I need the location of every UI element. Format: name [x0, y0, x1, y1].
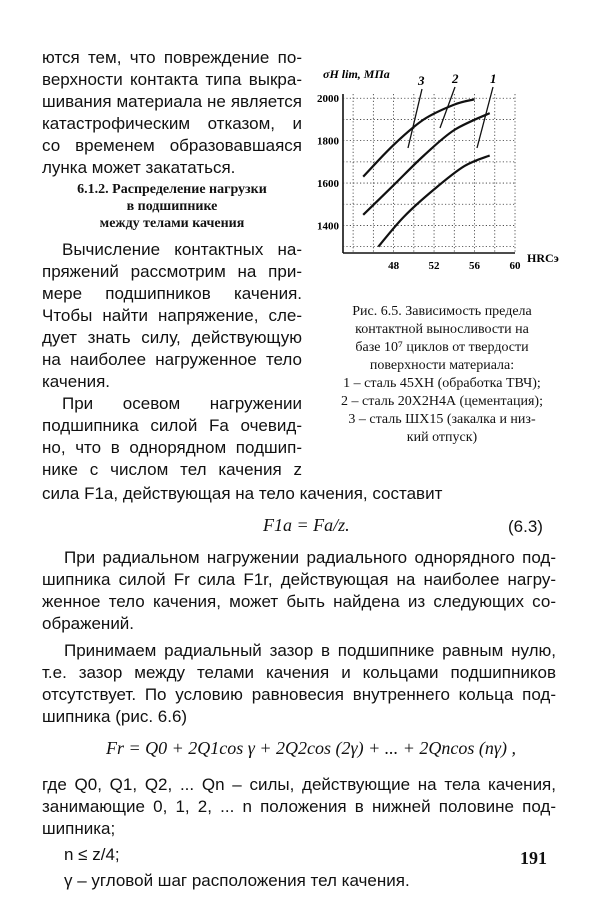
text-line: на наиболее нагруженное тело — [42, 350, 302, 369]
text-line: Чтобы найти напряжение, сле- — [42, 306, 302, 325]
text-line: качения. — [42, 372, 111, 391]
text-line: Вычисление контактных на- — [62, 240, 302, 259]
text-line: где Q0, Q1, Q2, ... Qn – силы, действующие на тела качения, — [42, 775, 556, 794]
text-line: нике с числом тел качения z — [42, 460, 302, 479]
text-line: со временем образовавшаяся — [42, 136, 302, 155]
heading-line: между телами качения — [99, 216, 245, 231]
text-line: шипника (рис. 6.6) — [42, 707, 188, 726]
text-line: шивания материала не является — [42, 92, 302, 111]
x-axis-label: HRCэ — [527, 251, 559, 265]
caption-line: 3 – сталь ШХ15 (закалка и низ- — [348, 412, 536, 427]
curve-label-2: 2 — [452, 71, 459, 86]
caption-line: кий отпуск) — [406, 430, 478, 445]
text-line: подшипника силой Fa очевид- — [42, 416, 302, 435]
condition-line: n ≤ z/4; — [64, 845, 120, 864]
text-line: При радиальном нагружении радиального однорядного под- — [64, 548, 556, 567]
text-line: шипника; — [42, 819, 116, 838]
curve-label-1: 1 — [490, 71, 497, 86]
chart-grid — [343, 94, 515, 253]
y-tick-label: 1600 — [317, 178, 339, 191]
caption-line: базе 10⁷ циклов от твердости — [355, 340, 529, 355]
chart-series — [363, 99, 490, 246]
equation-number: (6.3) — [508, 517, 543, 536]
text-line: При осевом нагружении — [62, 394, 302, 413]
curve-label-3: 3 — [418, 73, 425, 88]
text-line: дует знать силу, действующую — [42, 328, 302, 347]
caption-line: контактной выносливости на — [355, 322, 529, 337]
caption-line: Рис. 6.5. Зависимость предела — [352, 304, 532, 319]
y-axis-label: σH lim, МПа — [323, 67, 390, 81]
text-line: шипника силой Fr сила F1r, действующая на наиболее нагру- — [42, 570, 556, 589]
text-line: лунка может закататься. — [42, 158, 236, 177]
x-tick-label: 52 — [428, 260, 440, 272]
text-line: Принимаем радиальный зазор в подшипнике равным нулю, — [64, 641, 556, 660]
series-line-3 — [363, 99, 474, 176]
x-tick-label: 56 — [469, 260, 481, 272]
text-line: ображений. — [42, 614, 135, 633]
text-line: но, что в однорядном подшип- — [42, 438, 302, 457]
heading-line: в подшипнике — [126, 199, 218, 214]
text-line: женное тело качения, может быть найдена из следующих со- — [42, 592, 556, 611]
y-tick-label: 2000 — [317, 93, 339, 106]
x-tick-label: 48 — [388, 260, 400, 272]
text-line: мере подшипников качения. — [42, 284, 302, 303]
x-tick-label: 60 — [509, 260, 521, 272]
text-line: т.е. зазор между телами качения и кольцами подшипников — [42, 663, 556, 682]
hardness-endurance-chart — [315, 58, 565, 293]
equation-radial-load: Fr = Q0 + 2Q1cos γ + 2Q2cos (2γ) + ... + 2Qncos (nγ) , — [106, 738, 516, 758]
equation-6-3: F1a = Fa/z. — [263, 515, 350, 535]
y-tick-label: 1800 — [317, 135, 339, 148]
definition-line: γ – угловой шаг расположения тел качения. — [64, 871, 410, 890]
text-line: ются тем, что повреждение по- — [42, 48, 302, 67]
text-line: занимающие 0, 1, 2, ... n положения в нижней половине под- — [42, 797, 556, 816]
page-number: 191 — [520, 848, 547, 868]
text-line: сила F1a, действующая на тело качения, составит — [42, 484, 443, 503]
text-line: пряжений рассмотрим на при- — [42, 262, 302, 281]
y-tick-label: 1400 — [317, 220, 339, 233]
caption-line: 2 – сталь 20Х2Н4А (цементация); — [341, 394, 543, 409]
chart-ticks — [317, 93, 521, 272]
heading-line: 6.1.2. Распределение нагрузки — [77, 182, 267, 197]
caption-line: поверхности материала: — [369, 358, 515, 373]
leader-line-2 — [440, 87, 455, 128]
text-line: катастрофическим отказом, и — [42, 114, 302, 133]
caption-line: 1 – сталь 45ХН (обработка ТВЧ); — [343, 376, 541, 391]
text-line: верхности контакта типа выкра- — [42, 70, 302, 89]
text-line: отсутствует. По условию равновесия внутреннего кольца под- — [42, 685, 556, 704]
